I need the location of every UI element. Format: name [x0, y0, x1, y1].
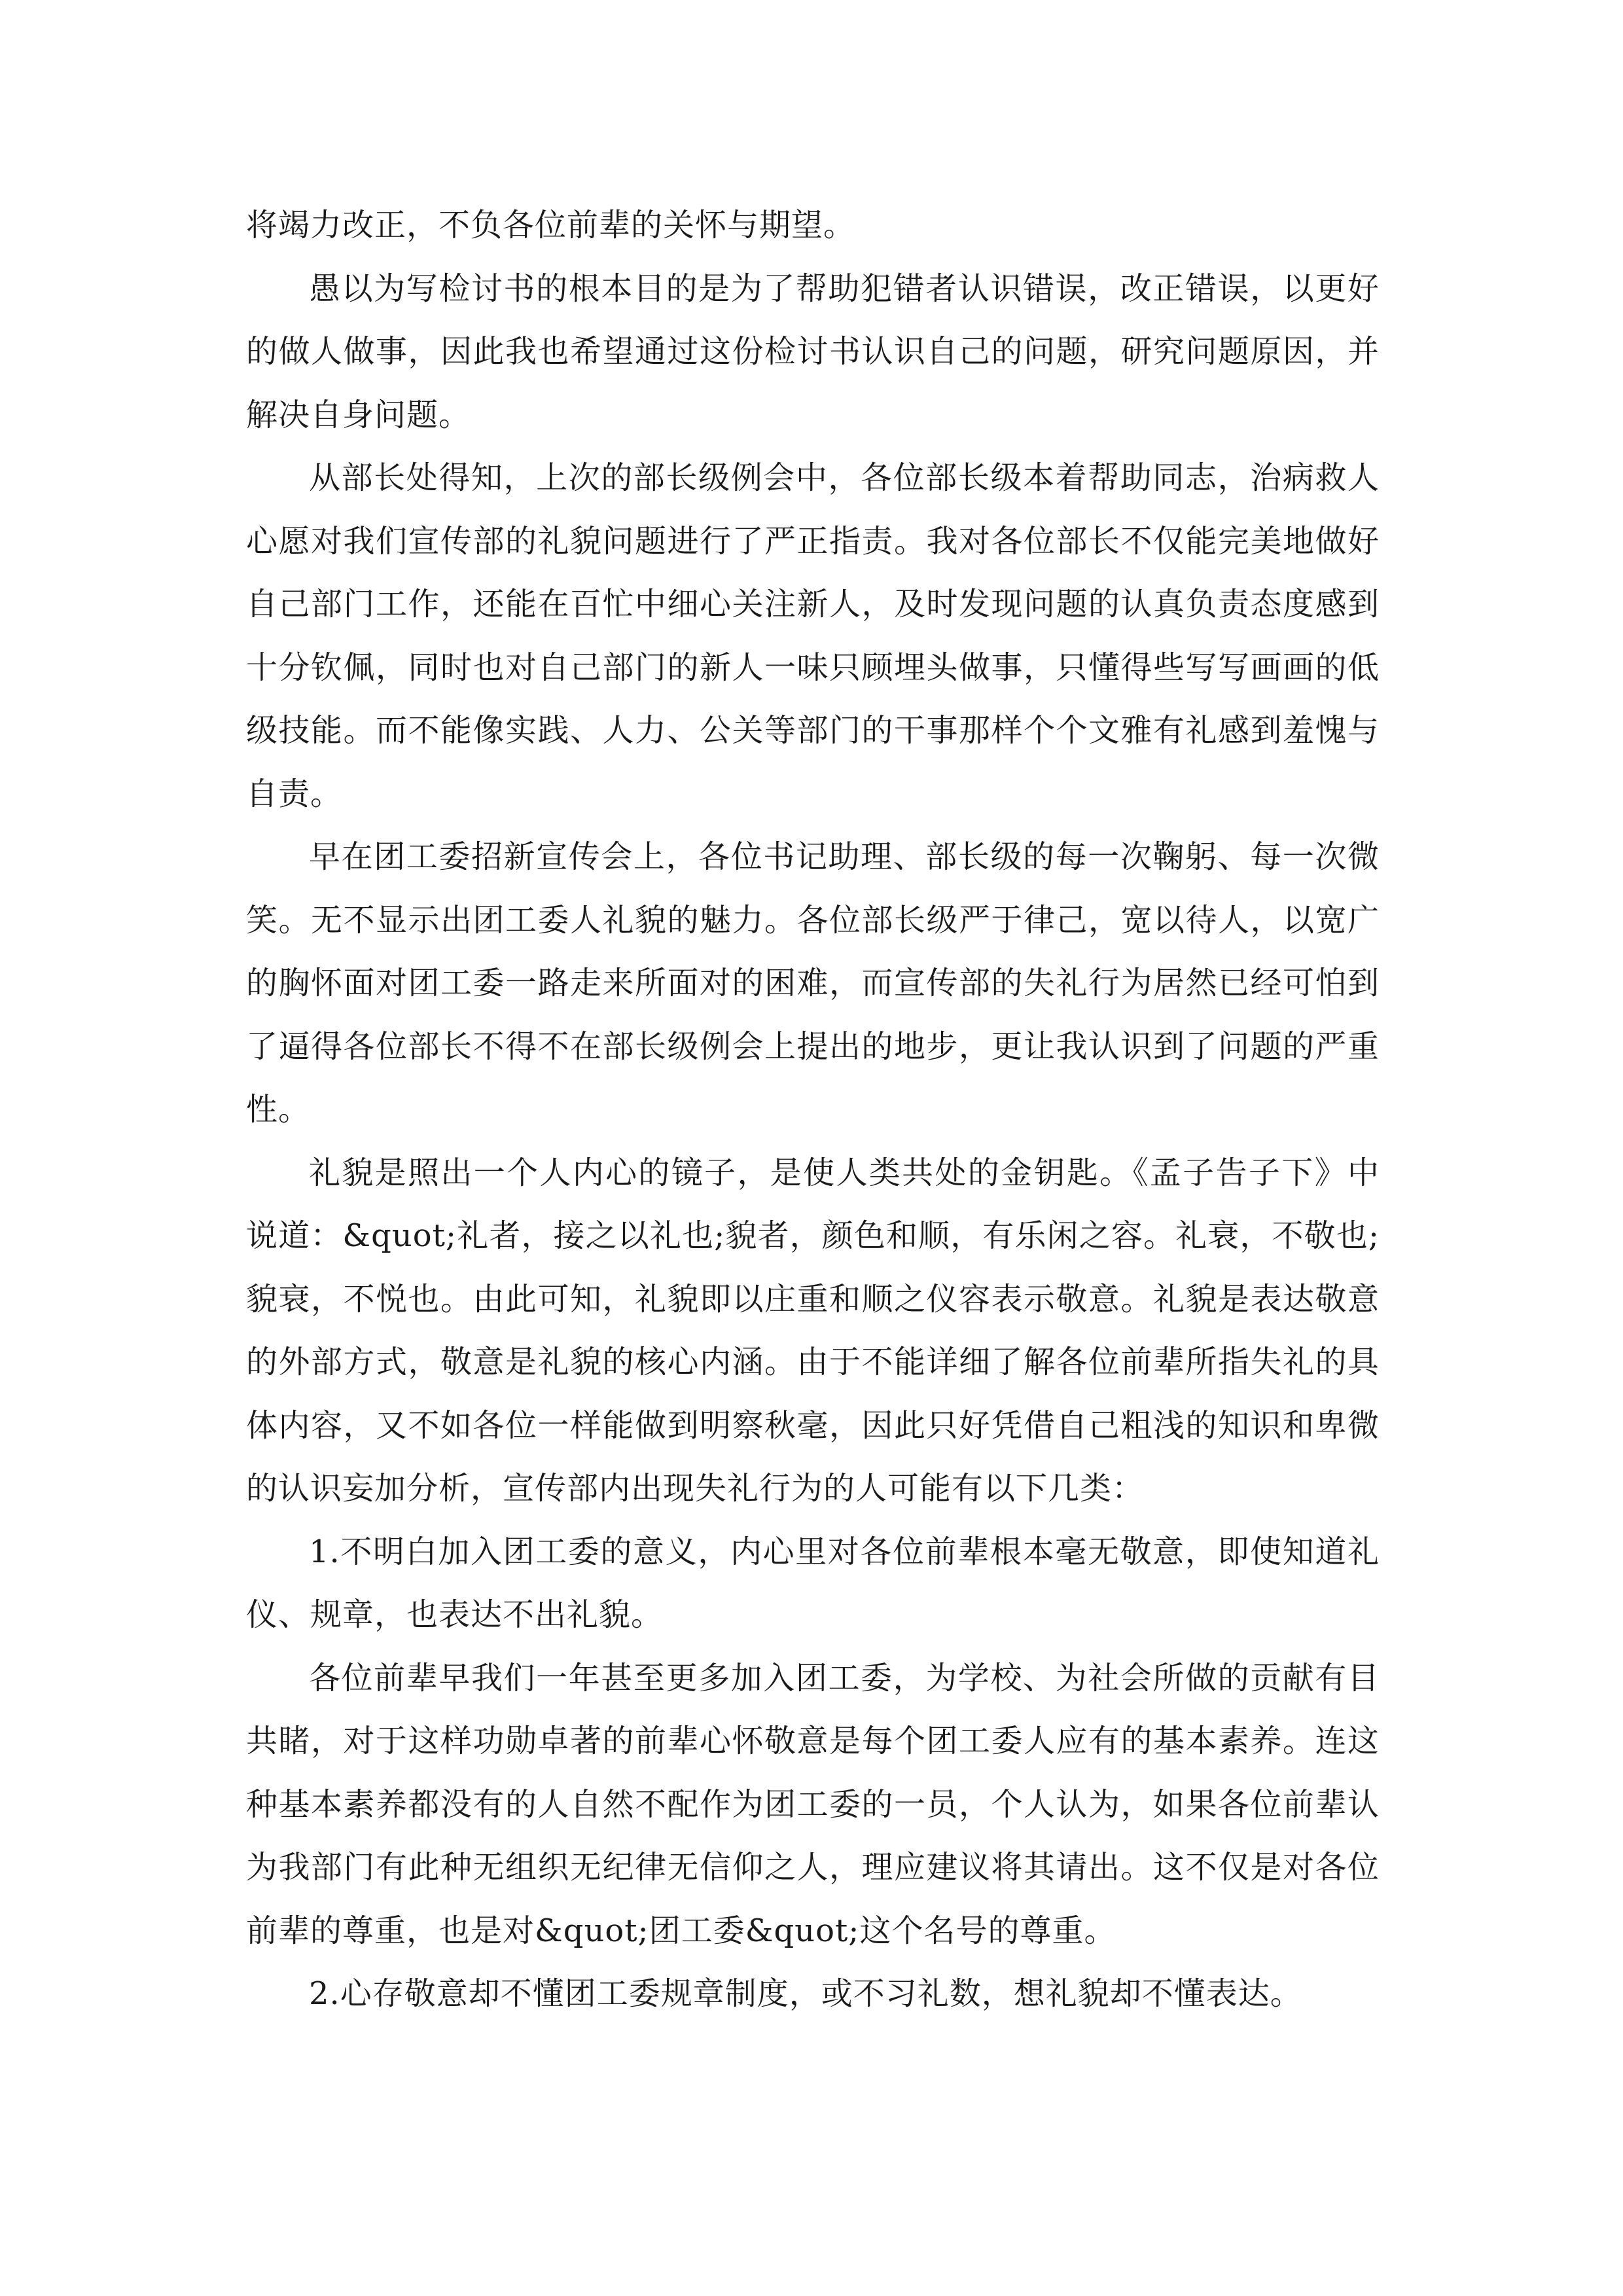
paragraph-1: 将竭力改正，不负各位前辈的关怀与期望。	[246, 207, 856, 243]
paragraph-2: 愚以为写检讨书的根本目的是为了帮助犯错者认识错误，改正错误，以更好的做人做事，因此我也希望通过这份检讨书认识自己的问题，研究问题原因，并解决自身问题。	[246, 270, 1380, 433]
paragraph-3: 从部长处得知，上次的部长级例会中，各位部长级本着帮助同志，治病救人心愿对我们宣传部的礼貌问题进行了严正指责。我对各位部长不仅能完美地做好自己部门工作，还能在百忙中细心关注新人，及时发现问题的认真负责态度感到十分钦佩，同时也对自己部门的新人一味只顾埋头做事，只懂得些写写画画的低级技能。而不能像实践、人力、公关等部门的干事那样个个文雅有礼感到羞愧与自责。	[246, 459, 1380, 812]
paragraph-4: 早在团工委招新宣传会上，各位书记助理、部长级的每一次鞠躬、每一次微笑。无不显示出团工委人礼貌的魅力。各位部长级严于律己，宽以待人，以宽广的胸怀面对团工委一路走来所面对的困难，而宣传部的失礼行为居然已经可怕到了逼得各位部长不得不在部长级例会上提出的地步，更让我认识到了问题的严重性。	[246, 838, 1380, 1128]
list-item-2: 2.心存敬意却不懂团工委规章制度，或不习礼数，想礼貌却不懂表达。	[309, 1975, 1302, 2012]
paragraph-5: 礼貌是照出一个人内心的镜子，是使人类共处的金钥匙。《孟子告子下》中说道：&quot;礼者，接之以礼也;貌者，颜色和顺，有乐闲之容。礼衰，不敬也;貌衰，不悦也。由此可知，礼貌即以庄重和顺之仪容表示敬意。礼貌是表达敬意的外部方式，敬意是礼貌的核心内涵。由于不能详细了解各位前辈所指失礼的具体内容，又不如各位一样能做到明察秋毫，因此只好凭借自己粗浅的知识和卑微的认识妄加分析，宣传部内出现失礼行为的人可能有以下几类：	[246, 1154, 1380, 1507]
list-item-1: 1.不明白加入团工委的意义，内心里对各位前辈根本毫无敬意，即使知道礼仪、规章，也表达不出礼貌。	[246, 1533, 1380, 1633]
paragraph-6: 各位前辈早我们一年甚至更多加入团工委，为学校、为社会所做的贡献有目共睹，对于这样功勋卓著的前辈心怀敬意是每个团工委人应有的基本素养。连这种基本素养都没有的人自然不配作为团工委的一员，个人认为，如果各位前辈认为我部门有此种无组织无纪律无信仰之人，理应建议将其请出。这不仅是对各位前辈的尊重，也是对&quot;团工委&quot;这个名号的尊重。	[246, 1659, 1380, 1949]
document-body	[246, 194, 1380, 2026]
